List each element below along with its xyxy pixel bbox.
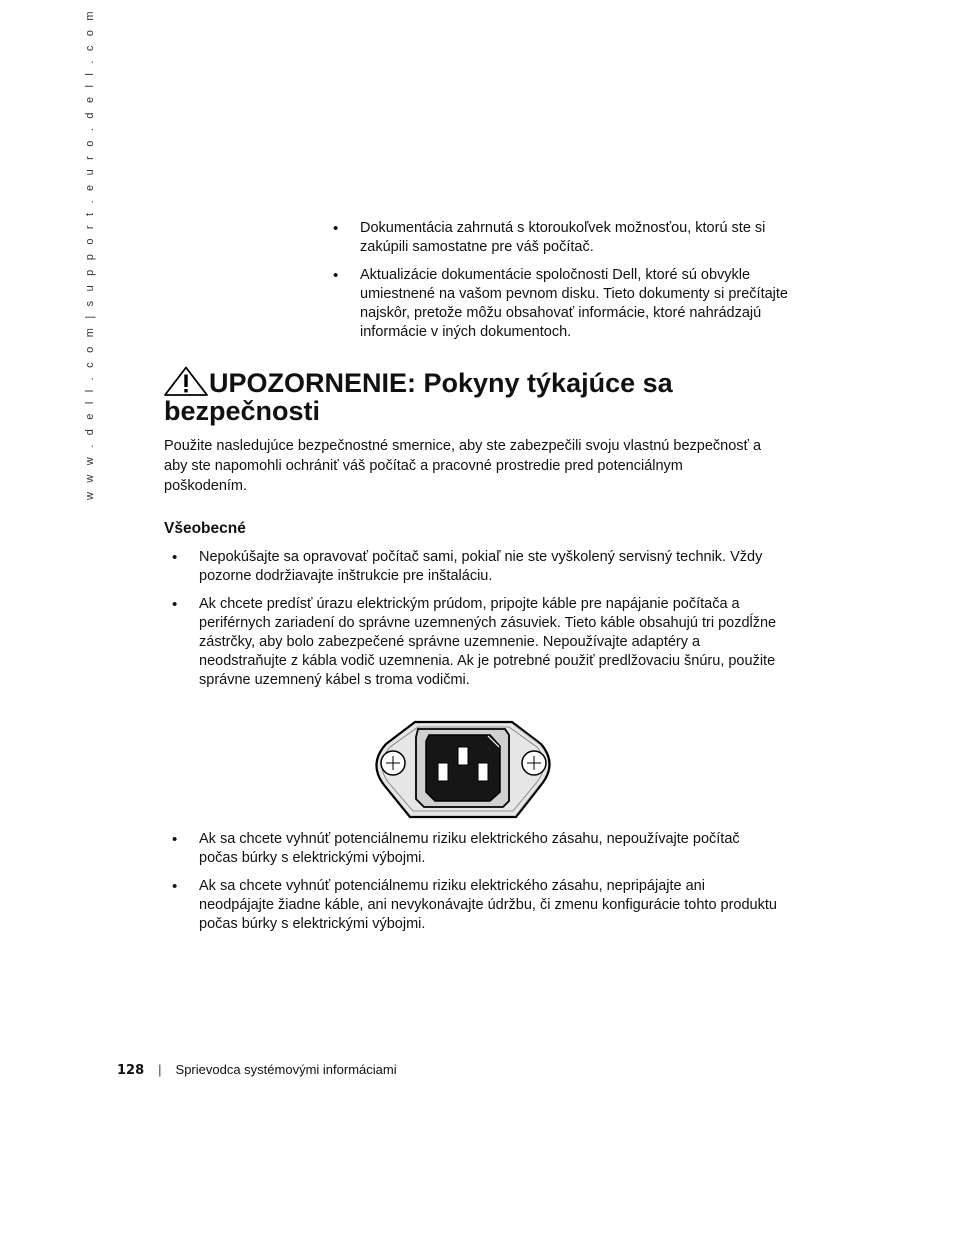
- footer-separator: |: [158, 1062, 162, 1077]
- general-bullet-list-2: [172, 830, 782, 943]
- power-connector-illustration: [366, 719, 558, 821]
- side-url-text: w w w . d e l l . c o m | s u p p o r t . e u r o . d e l l . c o m: [84, 8, 96, 500]
- list-item: • Dokumentácia zahrnutá s ktoroukoľvek možnosťou, ktorú ste si zakúpili samostatne pre váš počítač.: [333, 219, 803, 257]
- screw-right-icon: [522, 751, 546, 775]
- warning-triangle-icon: [164, 366, 208, 396]
- list-item: • Aktualizácie dokumentácie spoločnosti Dell, ktoré sú obvykle umiestnené na vašom pevnom disku. Tieto dokumenty si prečítajte najskôr, pretože môžu obsahovať informácie, ktoré nahrádzajú informácie v iných dokumentoch.: [333, 266, 803, 342]
- list-item: • Ak chcete predísť úrazu elektrickým prúdom, pripojte káble pre napájanie počítača a periférnych zariadení do správne uzemnených zásuviek. Tieto káble obsahujú tri pozdĺžne zástrčky, aby bolo zabezpečené správne uzemnenie. Nepoužívajte adaptéry a neodstraňujte z kábla vodič uzemnenia. Ak je potrebné použiť predlžovaciu šnúru, použite správne uzemnený kábel s troma vodičmi.: [172, 595, 782, 690]
- top-bullet-list: [333, 219, 803, 351]
- section-heading: [164, 366, 784, 425]
- intro-paragraph: Použite nasledujúce bezpečnostné smernice, aby ste zabezpečili svoju vlastnú bezpečnosť a aby ste napomohli ochrániť váš počítač a pracovné prostredie pred potenciálnym poškodením.: [164, 438, 762, 494]
- screw-left-icon: [381, 751, 405, 775]
- list-item: • Nepokúšajte sa opravovať počítač sami, pokiaľ nie ste vyškolený servisný technik. Vždy pozorne dodržiavajte inštrukcie pre inštaláciu.: [172, 548, 782, 586]
- page-footer: [117, 1062, 397, 1078]
- subheading-general: Všeobecné: [164, 520, 246, 537]
- list-item: • Ak sa chcete vyhnúť potenciálnemu riziku elektrického zásahu, nepripájajte ani neodpájajte žiadne káble, ani nevykonávajte údržbu, či zmenu konfigurácie tohto produktu počas búrky s elektrickými výbojmi.: [172, 877, 782, 934]
- list-item: • Ak sa chcete vyhnúť potenciálnemu riziku elektrického zásahu, nepoužívajte počítač počas búrky s elektrickými výbojmi.: [172, 830, 782, 868]
- page-number: 128: [117, 1063, 145, 1078]
- heading-text: UPOZORNENIE: Pokyny týkajúce sa bezpečnosti: [164, 368, 673, 426]
- general-bullet-list-1: [172, 548, 782, 699]
- footer-title: Sprievodca systémovými informáciami: [175, 1062, 397, 1077]
